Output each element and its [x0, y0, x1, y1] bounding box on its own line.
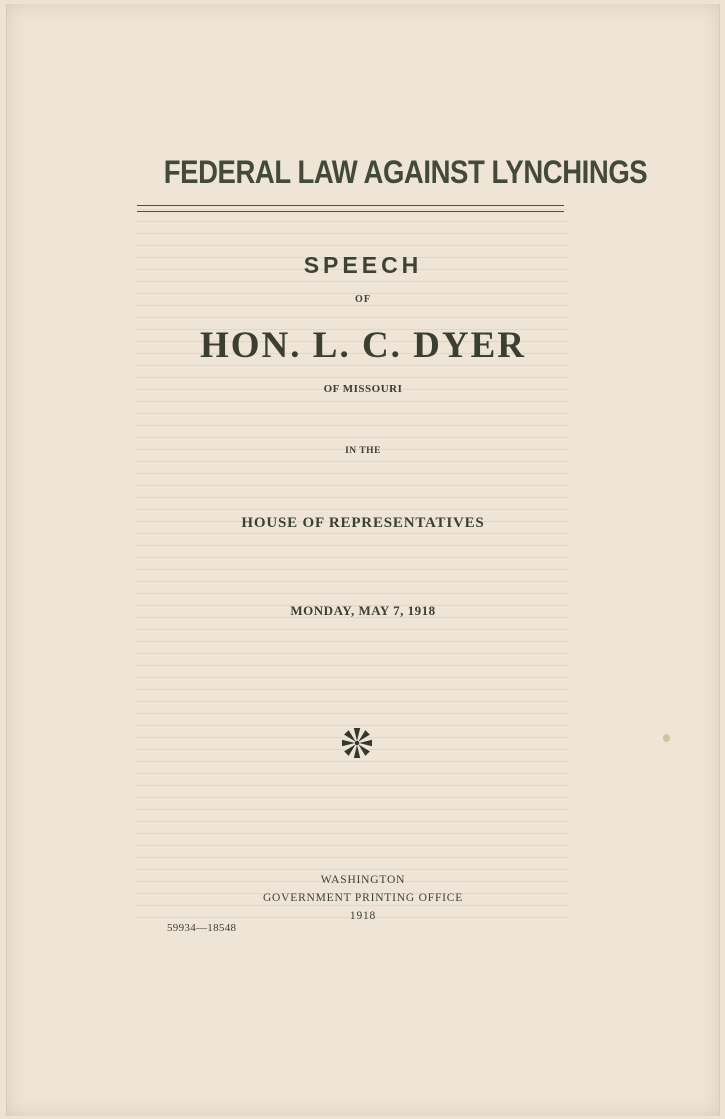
- imprint-year: 1918: [349, 910, 377, 922]
- chamber-name: HOUSE OF REPRESENTATIVES: [241, 515, 485, 531]
- flower-ornament-icon: [340, 726, 374, 760]
- reverse-side-bleed-through: [137, 209, 567, 924]
- in-the-label: IN THE: [345, 446, 381, 456]
- speech-date: MONDAY, MAY 7, 1918: [290, 603, 436, 618]
- of-label: OF: [355, 294, 371, 305]
- speaker-name: HON. L. C. DYER: [199, 325, 527, 366]
- document-title: FEDERAL LAW AGAINST LYNCHINGS: [163, 154, 648, 190]
- title-rule-upper: [137, 205, 564, 206]
- speech-label: SPEECH: [303, 252, 423, 278]
- imprint-city: WASHINGTON: [320, 874, 406, 886]
- title-rule-lower: [137, 211, 564, 212]
- speaker-state: OF MISSOURI: [323, 383, 403, 395]
- imprint-printer: GOVERNMENT PRINTING OFFICE: [262, 892, 464, 904]
- job-number: 59934—18548: [167, 922, 237, 934]
- document-page: [6, 4, 720, 1116]
- paper-speck: [663, 734, 670, 742]
